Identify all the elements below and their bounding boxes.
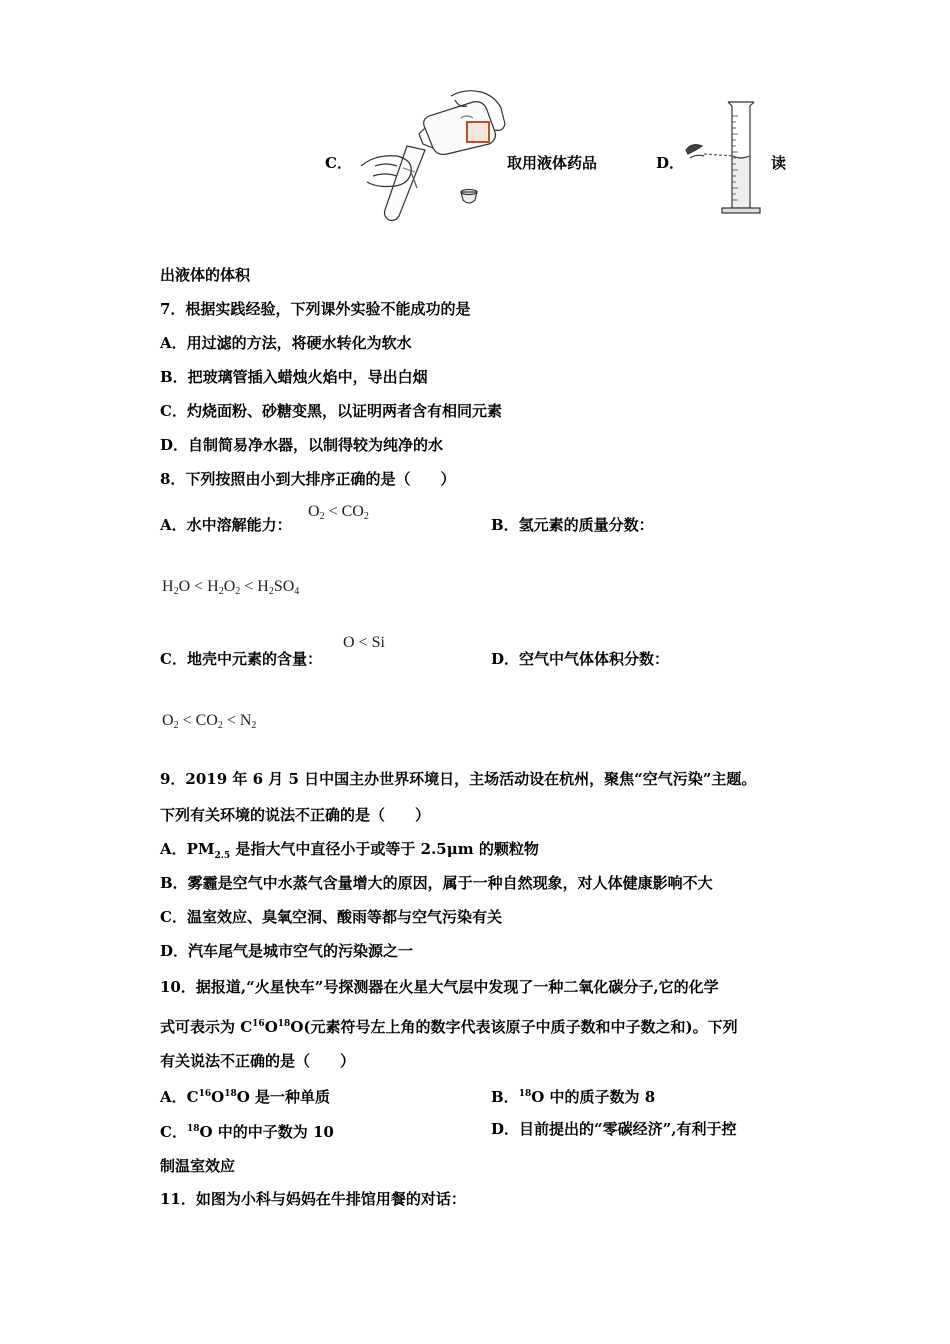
q8-stem: 8．下列按照由小到大排序正确的是（ ） (160, 470, 456, 488)
q7-option-b: B．把玻璃管插入蜡烛火焰中，导出白烟 (160, 368, 428, 386)
q10-stem-line1: 10．据报道,“火星快车”号探测器在火星大气层中发现了一种二氧化碳分子,它的化学 (160, 978, 719, 996)
q10-option-c: C．$^{18}$O 中的中子数为 10 (160, 1123, 334, 1141)
q11-stem: 11．如图为小科与妈妈在牛排馆用餐的对话： (160, 1190, 466, 1208)
q7-option-c: C．灼烧面粉、砂糖变黑，以证明两者含有相同元素 (160, 402, 502, 420)
q8-option-d: D．空气中气体体积分数： (491, 650, 670, 668)
q6-option-c-label: C． (325, 154, 352, 172)
q9-option-a: A．$PM_{2.5}$ 是指大气中直径小于或等于 2.5μm 的颗粒物 (160, 840, 539, 861)
graduated-cylinder-illustration (682, 96, 772, 220)
q10-stem-line2: 式可表示为 $C^{16}O^{18}O$(元素符号左上角的数字代表该原子中质子数和中子数之和)。下列 (160, 1018, 738, 1036)
q6-option-d-label: D． (656, 154, 685, 172)
q9-stem-line2: 下列有关环境的说法不正确的是（ ） (160, 806, 431, 824)
q6-option-c-caption: 取用液体药品 (507, 154, 598, 172)
q10-option-d: D．目前提出的“零碳经济”,有利于控 (491, 1120, 737, 1138)
q8-option-a: A．水中溶解能力： (160, 516, 292, 534)
q9-stem-line1: 9．2019 年 6 月 5 日中国主办世界环境日，主场活动设在杭州，聚焦“空气污染”主题。 (160, 770, 757, 788)
q10-option-a: A．$C^{16}O^{18}O$ 是一种单质 (160, 1088, 331, 1106)
q7-stem: 7．根据实践经验，下列课外实验不能成功的是 (160, 300, 471, 318)
q10-stem-line3: 有关说法不正确的是（ ） (160, 1052, 356, 1070)
q8-option-b-formula: $H_2O < H_2O_2 < H_2SO_4$ (162, 578, 300, 597)
q8-option-d-formula: $O_2 < CO_2 < N_2$ (162, 712, 257, 731)
q8-option-c-formula: O < Si (343, 634, 385, 651)
q7-option-a: A．用过滤的方法，将硬水转化为软水 (160, 334, 412, 352)
q8-option-b: B．氢元素的质量分数： (491, 516, 654, 534)
q6-option-d-caption-end: 出液体的体积 (160, 266, 251, 284)
q9-option-d: D．汽车尾气是城市空气的污染源之一 (160, 942, 414, 960)
q7-option-d: D．自制简易净水器，以制得较为纯净的水 (160, 436, 444, 454)
liquid-pouring-illustration (355, 88, 510, 223)
q8-option-c: C．地壳中元素的含量： (160, 650, 322, 668)
q10-option-b: B．$^{18}$O 中的质子数为 8 (491, 1088, 656, 1106)
q9-option-c: C．温室效应、臭氧空洞、酸雨等都与空气污染有关 (160, 908, 502, 926)
q8-option-a-formula: $O_2 < CO_2$ (308, 503, 369, 522)
q6-option-d-caption-start: 读 (771, 154, 787, 172)
q10-option-d-continued: 制温室效应 (160, 1157, 236, 1175)
q9-option-b: B．雾霾是空气中水蒸气含量增大的原因，属于一种自然现象，对人体健康影响不大 (160, 874, 713, 892)
